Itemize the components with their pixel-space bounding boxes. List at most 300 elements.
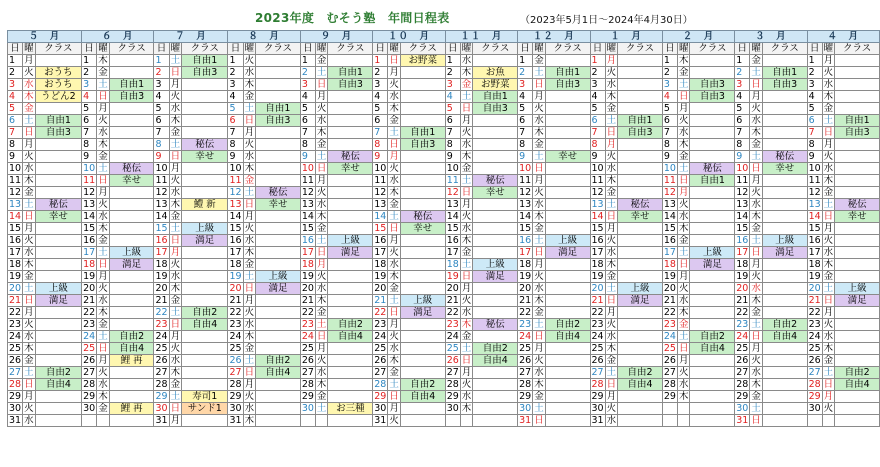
class-cell [35, 415, 82, 427]
class-cell[interactable]: 上級 [618, 283, 663, 295]
class-cell[interactable]: お三種 [328, 403, 373, 415]
weekday-cell: 金 [534, 55, 544, 66]
day-number: 27 [591, 367, 604, 378]
class-cell [400, 283, 445, 295]
weekday-cell: 木 [606, 259, 617, 270]
class-cell [35, 403, 82, 415]
class-cell[interactable]: おうち [35, 67, 82, 79]
class-cell[interactable]: 秘伝 [618, 199, 663, 211]
weekday-cell: 火 [389, 331, 399, 342]
class-cell[interactable]: 自由3 [618, 127, 663, 139]
day-number: 1 [300, 55, 315, 67]
class-cell[interactable]: 自由3 [690, 79, 735, 91]
class-cell [400, 403, 445, 415]
weekday-cell: 火 [244, 139, 255, 150]
class-cell[interactable]: 秘伝 [182, 139, 228, 151]
class-cell[interactable]: 上級 [256, 271, 301, 283]
weekday-cell: 水 [751, 199, 761, 210]
class-cell [182, 91, 228, 103]
class-cell[interactable]: 満足 [762, 247, 807, 259]
day-number: 3 [82, 79, 97, 91]
day-number: 15 [374, 223, 387, 234]
class-cell[interactable]: 自由4 [762, 331, 807, 343]
class-cell [328, 307, 373, 319]
class-cell [762, 355, 807, 367]
weekday-cell: 水 [606, 163, 617, 174]
weekday-cell: 土 [606, 283, 617, 294]
day-number: 6 [228, 115, 243, 127]
class-cell [328, 259, 373, 271]
weekday-cell: 水 [244, 67, 255, 78]
class-cell[interactable]: 秘伝 [328, 151, 373, 163]
weekday-cell: 木 [678, 223, 689, 234]
class-cell [690, 199, 735, 211]
class-cell[interactable]: 秘伝 [35, 199, 82, 211]
class-cell[interactable]: 秘伝 [256, 187, 301, 199]
class-cell[interactable]: 自由2 [109, 331, 154, 343]
class-cell[interactable]: 上級 [182, 223, 228, 235]
class-cell[interactable]: 寿司1 [182, 391, 228, 403]
class-cell[interactable]: 満足 [835, 295, 880, 307]
class-cell[interactable]: 自由3 [109, 91, 154, 103]
day-number: 1 [735, 55, 750, 67]
class-cell[interactable]: 満足 [182, 235, 228, 247]
class-cell[interactable]: 自由3 [545, 79, 590, 91]
class-cell[interactable]: 満足 [690, 259, 735, 271]
weekday-cell: 金 [606, 187, 617, 198]
class-cell[interactable]: 鯉 再 [109, 403, 154, 415]
class-cell [473, 283, 518, 295]
weekday-cell: 火 [823, 151, 834, 162]
column-header-day: 日 [807, 43, 822, 55]
weekday-cell: 月 [244, 127, 255, 138]
class-cell[interactable]: 上級 [690, 247, 735, 259]
weekday-cell: 水 [823, 247, 834, 258]
class-cell[interactable]: 自由4 [109, 343, 154, 355]
class-cell [109, 103, 154, 115]
weekday-cell: 月 [678, 271, 689, 282]
weekday-cell: 火 [98, 283, 108, 294]
weekday-cell: 月 [170, 247, 181, 258]
day-number: 30 [446, 403, 459, 414]
class-cell [109, 295, 154, 307]
weekday-cell: 日 [534, 163, 544, 174]
weekday-cell: 火 [244, 307, 255, 318]
class-cell[interactable]: 自由1 [328, 67, 373, 79]
weekday-cell: 土 [751, 235, 761, 246]
day-number: 14 [83, 211, 96, 222]
class-cell[interactable]: 上級 [400, 295, 445, 307]
weekday-cell: 金 [389, 199, 399, 210]
class-cell[interactable]: 満足 [618, 295, 663, 307]
weekday-cell: 火 [751, 271, 761, 282]
class-cell[interactable]: 上級 [835, 283, 880, 295]
day-number: 5 [445, 103, 460, 115]
weekday-cell: 日 [534, 331, 544, 342]
class-cell[interactable]: 満足 [400, 307, 445, 319]
weekday-cell: 木 [606, 91, 617, 102]
day-number: 31 [736, 415, 749, 426]
class-cell[interactable]: 秘伝 [109, 163, 154, 175]
weekday-cell: 月 [98, 355, 108, 366]
day-number: 1 [228, 55, 243, 67]
day-number: 12 [519, 187, 532, 198]
day-row [8, 415, 880, 427]
weekday-cell: 月 [316, 175, 327, 186]
class-cell [618, 235, 663, 247]
weekday-cell: 日 [678, 91, 689, 102]
class-cell[interactable]: 自由1 [545, 67, 590, 79]
class-cell[interactable]: 自由2 [690, 331, 735, 343]
class-cell[interactable]: 自由1 [35, 115, 82, 127]
weekday-cell: 日 [244, 115, 255, 126]
class-cell[interactable]: 自由2 [545, 319, 590, 331]
day-number: 15 [301, 223, 314, 234]
weekday-cell: 水 [606, 331, 617, 342]
class-cell [545, 187, 590, 199]
class-cell[interactable]: 自由3 [35, 127, 82, 139]
class-cell[interactable]: 自由4 [690, 343, 735, 355]
weekday-cell: 月 [823, 307, 834, 318]
class-cell[interactable]: 自由1 [618, 115, 663, 127]
weekday-cell: 水 [24, 331, 34, 342]
day-number: 3 [590, 79, 605, 91]
class-cell [182, 127, 228, 139]
weekday-cell: 日 [606, 211, 617, 222]
class-cell[interactable]: 幸せ [35, 211, 82, 223]
day-number: 22 [446, 307, 459, 318]
weekday-cell: 金 [534, 391, 544, 402]
class-cell [109, 151, 154, 163]
weekday-cell: 火 [534, 187, 544, 198]
class-cell[interactable]: 上級 [545, 235, 590, 247]
class-cell [328, 271, 373, 283]
weekday-cell: 日 [823, 127, 834, 138]
day-number: 27 [663, 367, 676, 378]
class-cell [256, 403, 301, 415]
day-number: 23 [301, 319, 314, 330]
class-cell[interactable]: 自由1 [473, 91, 518, 103]
class-cell [35, 391, 82, 403]
day-number: 21 [9, 295, 22, 306]
class-cell [182, 103, 228, 115]
day-number: 5 [373, 103, 388, 115]
class-cell[interactable]: 幸せ [762, 163, 807, 175]
class-cell [762, 55, 807, 67]
weekday-cell: 土 [98, 247, 108, 258]
class-cell[interactable]: サンド1 [182, 403, 228, 415]
day-number: 6 [807, 115, 822, 127]
weekday-cell: 火 [316, 271, 327, 282]
class-cell[interactable]: お野菜 [400, 55, 445, 67]
class-cell[interactable]: 鱧 新 [182, 199, 228, 211]
class-cell[interactable]: 満足 [256, 283, 301, 295]
class-cell[interactable]: 幸せ [256, 199, 301, 211]
class-cell[interactable]: 自由4 [545, 331, 590, 343]
weekday-cell: 火 [823, 403, 834, 414]
class-cell[interactable]: 自由1 [690, 175, 735, 187]
class-cell [182, 247, 228, 259]
day-number: 1 [82, 55, 97, 67]
day-number: 18 [9, 259, 22, 270]
class-cell[interactable]: 秘伝 [762, 151, 807, 163]
weekday-cell: 木 [678, 307, 689, 318]
day-number: 6 [662, 115, 677, 127]
class-cell[interactable]: おうち [35, 79, 82, 91]
day-number: 11 [155, 175, 168, 186]
class-cell[interactable]: 上級 [762, 235, 807, 247]
class-cell[interactable]: 秘伝 [690, 163, 735, 175]
class-cell[interactable]: 自由3 [182, 67, 228, 79]
weekday-cell: 土 [244, 355, 255, 366]
class-cell [109, 223, 154, 235]
day-row [8, 199, 880, 211]
class-cell[interactable]: 幸せ [618, 211, 663, 223]
class-cell[interactable]: 幸せ [182, 151, 228, 163]
weekday-cell: 火 [98, 199, 108, 210]
day-number [82, 415, 97, 427]
class-cell[interactable]: 秘伝 [473, 175, 518, 187]
day-number: 12 [155, 187, 168, 198]
day-number: 3 [373, 79, 388, 91]
class-cell[interactable]: 自由4 [182, 319, 228, 331]
class-cell [328, 379, 373, 391]
day-number: 22 [155, 307, 168, 318]
day-number: 7 [662, 127, 677, 139]
class-cell[interactable]: 満足 [35, 295, 82, 307]
class-cell[interactable]: 幸せ [109, 175, 154, 187]
class-cell[interactable]: うどん2 [35, 91, 82, 103]
day-number: 13 [808, 199, 821, 210]
class-cell[interactable]: 自由1 [762, 67, 807, 79]
day-row [8, 247, 880, 259]
day-number: 6 [518, 115, 533, 127]
weekday-cell: 水 [244, 403, 255, 414]
class-cell [762, 115, 807, 127]
weekday-cell: 月 [461, 115, 472, 126]
class-cell[interactable]: 上級 [109, 247, 154, 259]
class-cell [545, 211, 590, 223]
day-number: 25 [591, 343, 604, 354]
day-number: 5 [807, 103, 822, 115]
class-cell[interactable]: 自由1 [400, 127, 445, 139]
day-number: 19 [229, 271, 242, 282]
class-cell[interactable]: 自由3 [690, 91, 735, 103]
weekday-cell: 日 [534, 247, 544, 258]
class-cell [400, 175, 445, 187]
weekday-cell: 月 [244, 295, 255, 306]
weekday-cell: 水 [461, 223, 472, 234]
day-row [8, 307, 880, 319]
class-cell[interactable]: 鯉 再 [109, 355, 154, 367]
weekday-cell: 月 [534, 175, 544, 186]
class-cell[interactable]: 幸せ [473, 187, 518, 199]
weekday-cell: 金 [678, 235, 689, 246]
weekday-cell: 火 [534, 103, 544, 114]
class-cell [835, 247, 880, 259]
day-number: 8 [228, 139, 243, 151]
class-cell[interactable]: 上級 [35, 283, 82, 295]
class-cell [328, 55, 373, 67]
class-cell [256, 139, 301, 151]
class-cell [762, 295, 807, 307]
class-cell[interactable]: 自由3 [835, 127, 880, 139]
weekday-cell: 木 [24, 343, 34, 354]
class-cell [835, 319, 880, 331]
day-number: 29 [591, 391, 604, 402]
day-number: 10 [83, 163, 96, 174]
class-cell [618, 331, 663, 343]
weekday-cell: 金 [98, 67, 108, 78]
class-cell[interactable]: 自由4 [473, 355, 518, 367]
class-cell[interactable]: 自由2 [35, 367, 82, 379]
class-cell[interactable]: お魚 [473, 67, 518, 79]
weekday-cell: 金 [461, 331, 472, 342]
class-cell[interactable]: 秘伝 [473, 319, 518, 331]
class-cell [473, 307, 518, 319]
class-cell [618, 79, 663, 91]
weekday-cell: 土 [606, 115, 617, 126]
class-cell[interactable]: 自由4 [328, 331, 373, 343]
class-cell[interactable]: 秘伝 [835, 199, 880, 211]
day-number: 7 [228, 127, 243, 139]
weekday-cell: 金 [244, 343, 255, 354]
day-number: 23 [9, 319, 22, 330]
class-cell[interactable]: 自由4 [400, 391, 445, 403]
class-cell[interactable]: 自由3 [473, 103, 518, 115]
column-header-class: クラス [182, 43, 228, 55]
day-number: 12 [301, 187, 314, 198]
day-number: 26 [374, 355, 387, 366]
day-number: 15 [591, 223, 604, 234]
day-number: 5 [8, 103, 23, 115]
class-cell [328, 355, 373, 367]
weekday-cell: 火 [606, 151, 617, 162]
class-cell[interactable]: 自由2 [618, 367, 663, 379]
day-number: 4 [518, 91, 533, 103]
day-number: 25 [83, 343, 96, 354]
class-cell[interactable]: 幸せ [328, 163, 373, 175]
class-cell[interactable]: 自由1 [109, 79, 154, 91]
class-cell[interactable]: 自由3 [762, 79, 807, 91]
day-number: 28 [155, 379, 168, 390]
class-cell[interactable]: 自由4 [35, 379, 82, 391]
day-number: 14 [736, 211, 749, 222]
class-cell [473, 235, 518, 247]
weekday-cell: 土 [823, 283, 834, 294]
class-cell[interactable]: 満足 [109, 259, 154, 271]
class-cell[interactable]: お野菜 [473, 79, 518, 91]
class-cell [473, 199, 518, 211]
day-row [8, 175, 880, 187]
weekday-cell: 火 [316, 355, 327, 366]
day-number: 13 [591, 199, 604, 210]
day-row [8, 355, 880, 367]
day-row [8, 79, 880, 91]
weekday-cell: 月 [24, 139, 34, 150]
weekday-cell: 日 [389, 307, 399, 318]
day-number: 14 [446, 211, 459, 222]
class-cell[interactable]: 自由2 [328, 319, 373, 331]
day-number: 4 [154, 91, 169, 103]
class-cell [473, 247, 518, 259]
class-cell[interactable]: 自由3 [328, 79, 373, 91]
day-number: 3 [662, 79, 677, 91]
class-cell[interactable]: 満足 [328, 247, 373, 259]
weekday-cell: 月 [24, 307, 34, 318]
class-cell [473, 295, 518, 307]
day-number [807, 415, 822, 427]
day-number: 17 [9, 247, 22, 258]
class-cell [109, 319, 154, 331]
class-cell[interactable]: 幸せ [545, 151, 590, 163]
class-cell[interactable]: 自由2 [762, 319, 807, 331]
weekday-cell: 日 [606, 295, 617, 306]
class-cell [256, 79, 301, 91]
class-cell[interactable]: 自由1 [835, 115, 880, 127]
weekday-cell: 水 [823, 331, 834, 342]
class-cell[interactable]: 自由2 [400, 379, 445, 391]
class-cell[interactable]: 自由1 [256, 103, 301, 115]
weekday-cell: 土 [316, 319, 327, 330]
weekday-cell: 土 [244, 271, 255, 282]
weekday-cell: 金 [823, 271, 834, 282]
day-number: 13 [736, 199, 749, 210]
weekday-cell: 土 [534, 319, 544, 330]
day-number: 11 [446, 175, 459, 186]
month-header: １２ 月 [518, 31, 590, 43]
weekday-cell: 土 [244, 187, 255, 198]
weekday-cell: 木 [389, 271, 399, 282]
class-cell[interactable]: 自由1 [182, 55, 228, 67]
day-number: 3 [518, 79, 533, 91]
class-cell[interactable]: 自由2 [473, 343, 518, 355]
class-cell[interactable]: 自由4 [256, 367, 301, 379]
class-cell[interactable]: 自由2 [835, 367, 880, 379]
class-cell[interactable]: 自由3 [400, 139, 445, 151]
page-title: 2023年度 むそう塾 年間日程表 [255, 11, 450, 25]
class-cell[interactable]: 上級 [328, 235, 373, 247]
weekday-cell: 日 [823, 379, 834, 390]
weekday-cell: 水 [24, 163, 34, 174]
class-cell [109, 367, 154, 379]
weekday-cell: 水 [98, 379, 108, 390]
weekday-cell: 土 [678, 79, 689, 90]
weekday-cell: 土 [170, 55, 181, 66]
day-number: 25 [374, 343, 387, 354]
class-cell[interactable]: 上級 [473, 259, 518, 271]
class-cell[interactable]: 自由2 [256, 355, 301, 367]
class-cell[interactable]: 満足 [473, 271, 518, 283]
class-cell[interactable]: 自由4 [835, 379, 880, 391]
class-cell [256, 211, 301, 223]
class-cell [618, 163, 663, 175]
weekday-cell: 木 [461, 403, 472, 414]
class-cell[interactable]: 秘伝 [400, 211, 445, 223]
day-number: 16 [808, 235, 821, 246]
class-cell[interactable]: 満足 [545, 247, 590, 259]
class-cell[interactable]: 自由4 [618, 379, 663, 391]
day-number: 14 [374, 211, 387, 222]
day-number: 13 [663, 199, 676, 210]
class-cell[interactable]: 自由2 [182, 307, 228, 319]
class-cell[interactable]: 幸せ [835, 211, 880, 223]
day-number: 13 [229, 199, 242, 210]
class-cell[interactable]: 自由3 [256, 115, 301, 127]
class-cell[interactable]: 幸せ [400, 223, 445, 235]
weekday-cell: 水 [98, 127, 108, 138]
class-cell [109, 127, 154, 139]
